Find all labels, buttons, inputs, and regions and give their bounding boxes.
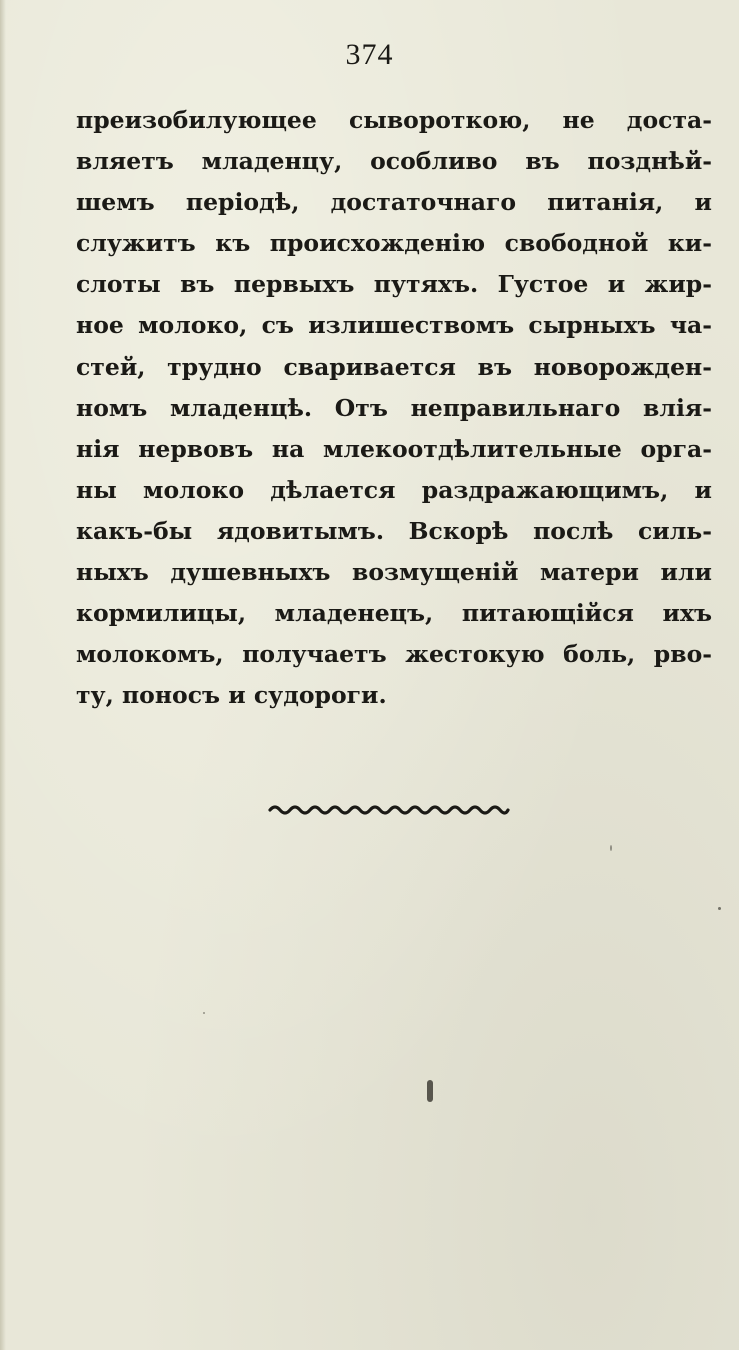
text-line: кормилицы, младенецъ, питающійся ихъ bbox=[76, 599, 712, 628]
text-line: преизобилующее сывороткою, не доста- bbox=[76, 106, 712, 134]
ink-speck bbox=[718, 907, 721, 910]
text-line-last: ту, поносъ и судороги. bbox=[76, 681, 387, 710]
text-line: ны молоко дѣлается раздражающимъ, и bbox=[76, 475, 712, 504]
text-line: молокомъ, получаетъ жестокую боль, рво- bbox=[76, 640, 712, 669]
text-line: шемъ періодѣ, достаточнаго питанія, и bbox=[76, 188, 712, 217]
body-paragraph bbox=[76, 100, 712, 716]
text-line: вляетъ младенцу, особливо въ позднѣй- bbox=[76, 147, 712, 176]
text-line: ное молоко, съ излишествомъ сырныхъ ча- bbox=[76, 311, 712, 340]
text-line: ныхъ душевныхъ возмущеній матери или bbox=[76, 558, 712, 587]
ink-speck bbox=[610, 845, 612, 851]
ink-speck bbox=[427, 1080, 433, 1102]
page-gutter-shadow bbox=[0, 0, 6, 1350]
wavy-ornament-divider bbox=[268, 800, 510, 820]
ink-speck bbox=[203, 1012, 205, 1014]
text-line: служитъ къ происхожденію свободной ки- bbox=[76, 229, 712, 258]
text-line: слоты въ первыхъ путяхъ. Густое и жир- bbox=[76, 270, 712, 299]
text-line: номъ младенцѣ. Отъ неправильнаго влія- bbox=[76, 393, 712, 422]
text-line: стей, трудно сваривается въ новорожден- bbox=[76, 352, 712, 381]
page-number: 374 bbox=[345, 38, 394, 71]
text-line: нія нервовъ на млекоотдѣлительные орга- bbox=[76, 434, 712, 463]
text-line: какъ-бы ядовитымъ. Вскорѣ послѣ силь- bbox=[76, 516, 712, 545]
